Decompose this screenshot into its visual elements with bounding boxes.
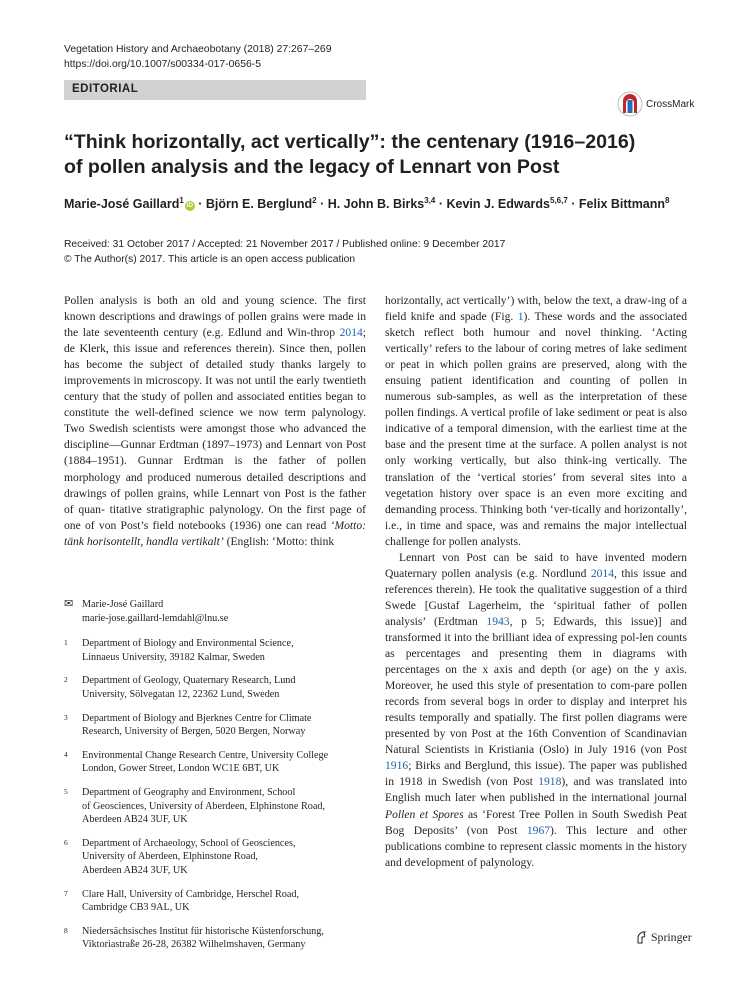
dates-line: Received: 31 October 2017 / Accepted: 21 November 2017 / Published online: 9 December 2017 <box>64 239 506 250</box>
text-run: known descriptions and drawings of pollen grains were <box>64 310 325 324</box>
text-run: Since then, pollen has become the subject of detailed study <box>64 342 366 372</box>
text-run: horizontally, act vertically’) with, below the text, a draw-ing of a field knife and spade (Fig. <box>385 294 687 324</box>
section-label: EDITORIAL <box>72 83 139 95</box>
text-run: ). This lecture and other publications combine to represent classic moments in the history and development of palynology. <box>385 823 687 869</box>
body-column-left <box>64 293 366 550</box>
italic-run: tänk horisontellt, handla vertikalt’ <box>64 534 224 548</box>
affiliation-line: Linnaeus University, 39182 Kalmar, Sweden <box>82 651 265 663</box>
crossmark-icon <box>617 91 643 117</box>
affiliation-item <box>64 888 364 915</box>
title-line: of pollen analysis and the legacy of Lennart von Post <box>64 156 560 178</box>
affiliation-line: University of Aberdeen, Elphinstone Road, <box>82 851 258 863</box>
affiliation-number: 2 <box>64 675 68 685</box>
affiliation-line: of Geosciences, University of Aberdeen, Elphinstone Road, <box>82 800 326 812</box>
text-run: Gunnar Erdtman is the father of pollen morphology and <box>64 454 366 484</box>
affiliation-item <box>64 712 364 739</box>
affiliation-line: Research, University of Bergen, 5020 Bergen, Norway <box>82 726 306 738</box>
affiliation-item <box>64 749 364 776</box>
text-run: ; de Klerk, this issue and references therein). <box>64 326 367 356</box>
section-label-bar <box>64 80 366 100</box>
text-run: ), and was translated into English much later when published in the international journal <box>385 775 687 805</box>
author-list <box>64 196 669 211</box>
author-affiliation: 3,4 <box>424 196 436 205</box>
citation-link[interactable]: 1943 <box>486 614 510 628</box>
springer-horse-icon <box>635 931 647 944</box>
affiliation-line: Department of Biology and Bjerknes Centre for Climate <box>82 712 312 724</box>
affiliation-item <box>64 637 364 664</box>
italic-run: ‘Motto: <box>330 518 366 532</box>
citation-link[interactable]: 1967 <box>526 823 551 837</box>
text-run: (English: ‘Motto: think <box>223 534 335 548</box>
italic-run: Pollen et Spores <box>385 807 464 821</box>
text-run: made in the late seventeenth century (e.g. Edlund and Win- <box>64 310 366 340</box>
envelope-icon: ✉ <box>64 598 74 610</box>
correspondence-email[interactable]: marie-jose.gaillard-lemdahl@lnu.se <box>82 612 229 624</box>
author-affiliation: 8 <box>665 196 670 205</box>
author-separator: · <box>194 197 206 212</box>
publisher-logo <box>635 930 692 945</box>
author-affiliation: 5,6,7 <box>550 196 568 205</box>
author-affiliation: 1 <box>179 196 184 205</box>
affiliation-line: Department of Biology and Environmental Science, <box>82 638 294 650</box>
text-run: Lennart von Post can be said to have invented modern Quaternary pollen analysis (e.g. Nordlund <box>385 550 687 580</box>
affiliation-number: 4 <box>64 749 68 759</box>
text-run: Erdtman (1897–1973) and Lennart von Post (1884–1951). <box>64 438 366 468</box>
figure-link[interactable]: 1 <box>517 310 524 324</box>
text-run: of von Post’s field notebooks (1936) one can read <box>85 518 331 532</box>
article-title <box>64 130 684 180</box>
text-run: , p 5; Edwards, this issue)] and transformed it into the brilliant idea of expressing pol-len counts as percentages and presenting them in diagrams with percentages on the x axis and depth (or age) on the y axis. Moreover, he used this style of presentation to com-pare pollen records from several bogs in order to display and interpret his results temporally and spatially. The first pollen diagrams were presented by von Post at the 16th Convention of Scandinavian Natural Scientists in Kristiania (Oslo) in July 1916 (von Post <box>385 614 687 757</box>
text-run: Pollen analysis is both an old and young science. The first <box>64 294 366 307</box>
affiliation-item <box>64 837 364 878</box>
text-run: were amongst those who advanced the discipline—Gunnar <box>64 422 366 452</box>
affiliation-item <box>64 786 364 827</box>
publisher-name: Springer <box>651 930 692 944</box>
text-run: thanks largely to improvements in microscopy. It was not <box>64 358 366 388</box>
text-run: pollen grains, while Lennart von Post is the father of quan- <box>64 486 366 516</box>
author-separator: · <box>435 197 447 212</box>
correspondence-name: Marie-José Gaillard <box>82 599 164 610</box>
text-run: ; Birks and Berglund, this issue). The paper was published in 1918 in Swedish (von Post <box>385 759 687 789</box>
author-name[interactable]: Kevin J. Edwards <box>446 197 550 212</box>
author-name[interactable]: Björn E. Berglund <box>205 197 313 212</box>
affiliation-number: 6 <box>64 837 68 847</box>
crossmark-badge[interactable] <box>617 91 694 117</box>
affiliation-item <box>64 674 364 701</box>
text-run: as ‘Forest Tree Pollen in South Swedish Peat Bog Deposits’ (von Post <box>385 807 687 837</box>
text-run: throp <box>310 326 340 340</box>
text-run: produced numerous detailed descriptions and drawings of <box>64 470 366 500</box>
journal-header <box>64 42 331 72</box>
citation-link[interactable]: 2014 <box>339 326 363 340</box>
affiliation-line: Department of Geology, Quaternary Research, Lund <box>82 675 296 687</box>
affiliation-number: 3 <box>64 712 68 722</box>
author-affiliation: 2 <box>312 196 317 205</box>
doi-link[interactable]: https://doi.org/10.1007/s00334-017-0656-5 <box>64 59 261 70</box>
publication-dates <box>64 237 505 267</box>
body-paragraph <box>64 293 366 550</box>
citation-link[interactable]: 1916 <box>385 759 409 773</box>
affiliation-line: Aberdeen AB24 3UF, UK <box>82 814 188 826</box>
license-line: © The Author(s) 2017. This article is an open access publication <box>64 254 356 265</box>
affiliation-number: 8 <box>64 925 68 935</box>
affiliation-line: University, Sölvegatan 12, 22362 Lund, Sweden <box>82 688 280 700</box>
affiliation-line: Aberdeen AB24 3UF, UK <box>82 864 188 876</box>
author-name[interactable]: Felix Bittmann <box>578 197 666 212</box>
author-separator: · <box>567 197 579 212</box>
citation-link[interactable]: 1918 <box>538 775 562 789</box>
text-run: titative stratigraphic palynology. On the first page of one <box>64 502 366 532</box>
affiliation-line: Department of Archaeology, School of Geosciences, <box>82 837 296 849</box>
affiliation-number: 7 <box>64 888 68 898</box>
text-run: science we now term palynology. Two Swedish scientists <box>64 406 366 436</box>
body-paragraph <box>385 293 687 550</box>
text-run: ). These words and the associated sketch reflect both humour and novel thinking. ‘Acting vertically’ refers to the labour of coring metres of lake sediment or peat in which pollen grains are preserved, along with the ensuing patient identification and counting of pollen in numerous sub-samples, as well as the interpretation of these pollen findings. A vertical profile of lake sediment or peat is also indicative of a temporal dimension, with the earliest time at the base and the present time at the surface. A pollen analyst is not only working vertically, but also think-ing vertically. The translation of the ‘vertical stories’ from several sites into a vegetation history over space is an even more exciting and demanding process. Thinking both ‘ver-tically and horizontally’, i.e., in time and space, was and remains the major intellectual challenge for pollen analysts. <box>385 310 687 548</box>
affiliation-line: Viktoriastraße 26-28, 26382 Wilhelmshaven, Germany <box>82 939 306 951</box>
orcid-icon[interactable]: iD <box>186 202 194 210</box>
affiliations-block <box>64 598 364 962</box>
affiliation-number: 5 <box>64 786 68 796</box>
affiliation-line: Niedersächsisches Institut für historische Küstenforschung, <box>82 925 324 937</box>
body-paragraph <box>385 550 687 871</box>
text-run: and associated entities began to constitute the well-defined <box>64 390 366 420</box>
correspondence-note <box>64 598 364 625</box>
title-line: “Think horizontally, act vertically”: the centenary (1916–2016) <box>64 131 636 153</box>
author-name[interactable]: H. John B. Birks <box>327 197 425 212</box>
affiliation-line: London, Gower Street, London WC1E 6BT, UK <box>82 763 280 775</box>
citation-link[interactable]: 2014 <box>590 566 615 580</box>
affiliation-line: Cambridge CB3 9AL, UK <box>82 902 190 914</box>
affiliation-line: Department of Geography and Environment, School <box>82 786 296 798</box>
author-separator: · <box>316 197 328 212</box>
affiliation-item <box>64 925 364 952</box>
journal-citation: Vegetation History and Archaeobotany (2018) 27:267–269 <box>64 44 332 55</box>
affiliation-line: Environmental Change Research Centre, University College <box>82 749 329 761</box>
text-run: , this issue and references therein). He took the qualitative suggestion of a third Swede [Gustaf Lagerheim, the ‘spiritual father of pollen analysis’ (Erdtman <box>385 566 687 628</box>
body-column-right <box>385 293 687 871</box>
text-run: until the early twentieth century that the study of pollen <box>64 374 366 404</box>
author-name[interactable]: Marie-José Gaillard <box>64 197 180 212</box>
affiliation-number: 1 <box>64 638 68 648</box>
crossmark-label: CrossMark <box>646 98 695 110</box>
affiliation-line: Clare Hall, University of Cambridge, Herschel Road, <box>82 888 299 900</box>
